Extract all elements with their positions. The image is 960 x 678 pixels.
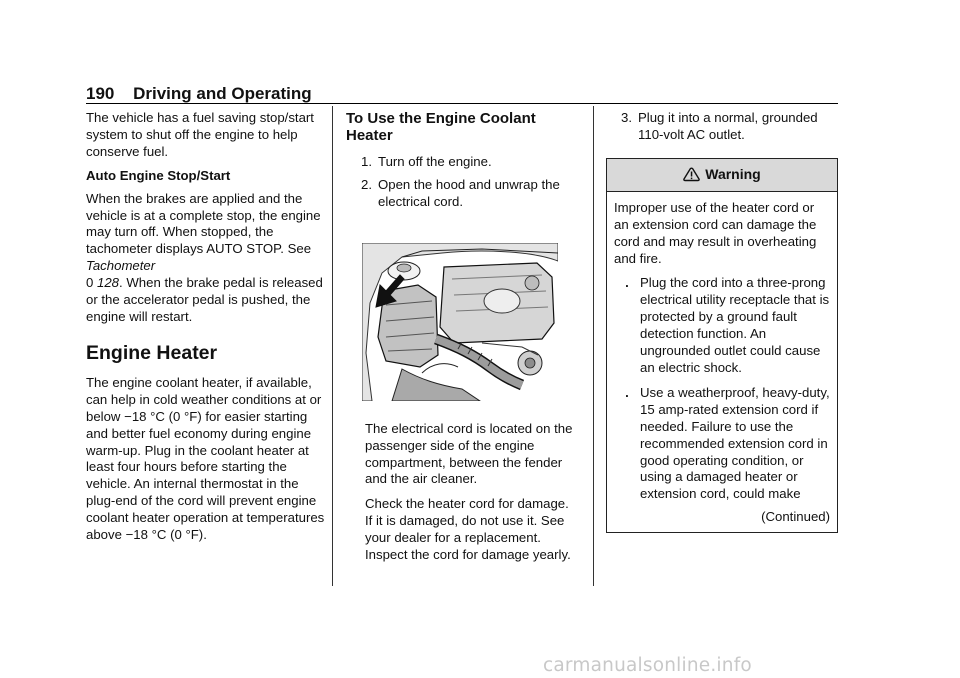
cord-inspection-text: Check the heater cord for damage. If it is damaged, do not use it. See your dealer for a replacement. Inspect the cord for damage yearly. [365,496,571,563]
header-rule [86,103,838,104]
warning-icon [683,167,700,183]
step-text: Open the hood and unwrap the electrical cord. [378,176,560,209]
tachometer-link[interactable]: Tachometer [86,258,156,274]
step-number: 2. [361,176,372,192]
column-3 [606,110,838,533]
auto-stop-text: When the brakes are applied and the vehicle is at a complete stop, the engine may turn off. When stopped, the tachometer displays AUTO STOP. See [86,190,321,257]
auto-stop-paragraph [86,191,326,326]
auto-stop-start-subheading: Auto Engine Stop/Start [86,167,231,183]
bullet-text: Plug the cord into a three-prong electrical utility receptacle that is protected by a ground fault detection function. An ungrounded outlet could cause an electric shock. [640,275,830,375]
intro-paragraph: The vehicle has a fuel saving stop/start system to shut off the engine to help conserve fuel. [86,110,314,159]
warning-header [607,159,837,192]
column-1 [86,110,326,551]
page-ref-symbol: 0 [86,275,94,291]
tachometer-page-ref[interactable]: 128 [97,275,120,291]
step-3 [606,110,838,144]
figure-caption [365,421,577,564]
section-title: Driving and Operating [133,84,312,103]
bullet-icon: . [625,275,629,291]
warning-box [606,158,838,533]
page-header [86,84,312,104]
auto-stop-text-end: . When the brake pedal is released or the accelerator pedal is pushed, the engine will restart. [86,275,323,324]
coolant-heater-heading: To Use the Engine Coolant Heater [346,110,536,144]
warning-body [607,192,837,532]
warning-title: Warning [705,166,761,183]
bullet-icon: . [625,384,629,400]
warning-intro: Improper use of the heater cord or an extension cord can damage the cord and may result in overheating and fire. [614,199,817,266]
warning-bullet-1 [614,275,830,376]
step-number: 1. [361,154,372,169]
column-2 [346,110,580,572]
bullet-text: Use a weatherproof, heavy-duty, 15 amp-rated extension cord if needed. Failure to use the recommended extension cord in good operating condition, or using a damaged heater or extension cord, could make [640,384,830,502]
engine-compartment-illustration [362,243,558,401]
step-2 [346,177,580,211]
engine-drawing [362,243,558,401]
step-number: 3. [621,110,632,125]
column-divider-2 [593,106,594,586]
column-divider-1 [332,106,333,586]
step-text: Plug it into a normal, grounded 110-volt AC outlet. [638,110,818,142]
watermark: carmanualsonline.info [543,655,752,676]
engine-heater-heading: Engine Heater [86,341,218,364]
warning-bullet-2 [614,385,830,503]
cord-location-text: The electrical cord is located on the passenger side of the engine compartment, between the fender and the air cleaner. [365,420,573,487]
step-text: Turn off the engine. [378,154,492,169]
continued-label: (Continued) [761,509,830,525]
engine-heater-paragraph: The engine coolant heater, if available, can help in cold weather conditions at or below −18 °C (0 °F) for easier starting and better fuel economy during engine warm-up. Plug in the coolant heater at least four hours before starting the vehicle. An internal thermostat in the plug-end of the cord will prevent engine coolant heater operation at temperatures above −18 °C (0 °F). [86,374,325,543]
page-number: 190 [86,84,115,103]
step-1 [346,154,580,171]
